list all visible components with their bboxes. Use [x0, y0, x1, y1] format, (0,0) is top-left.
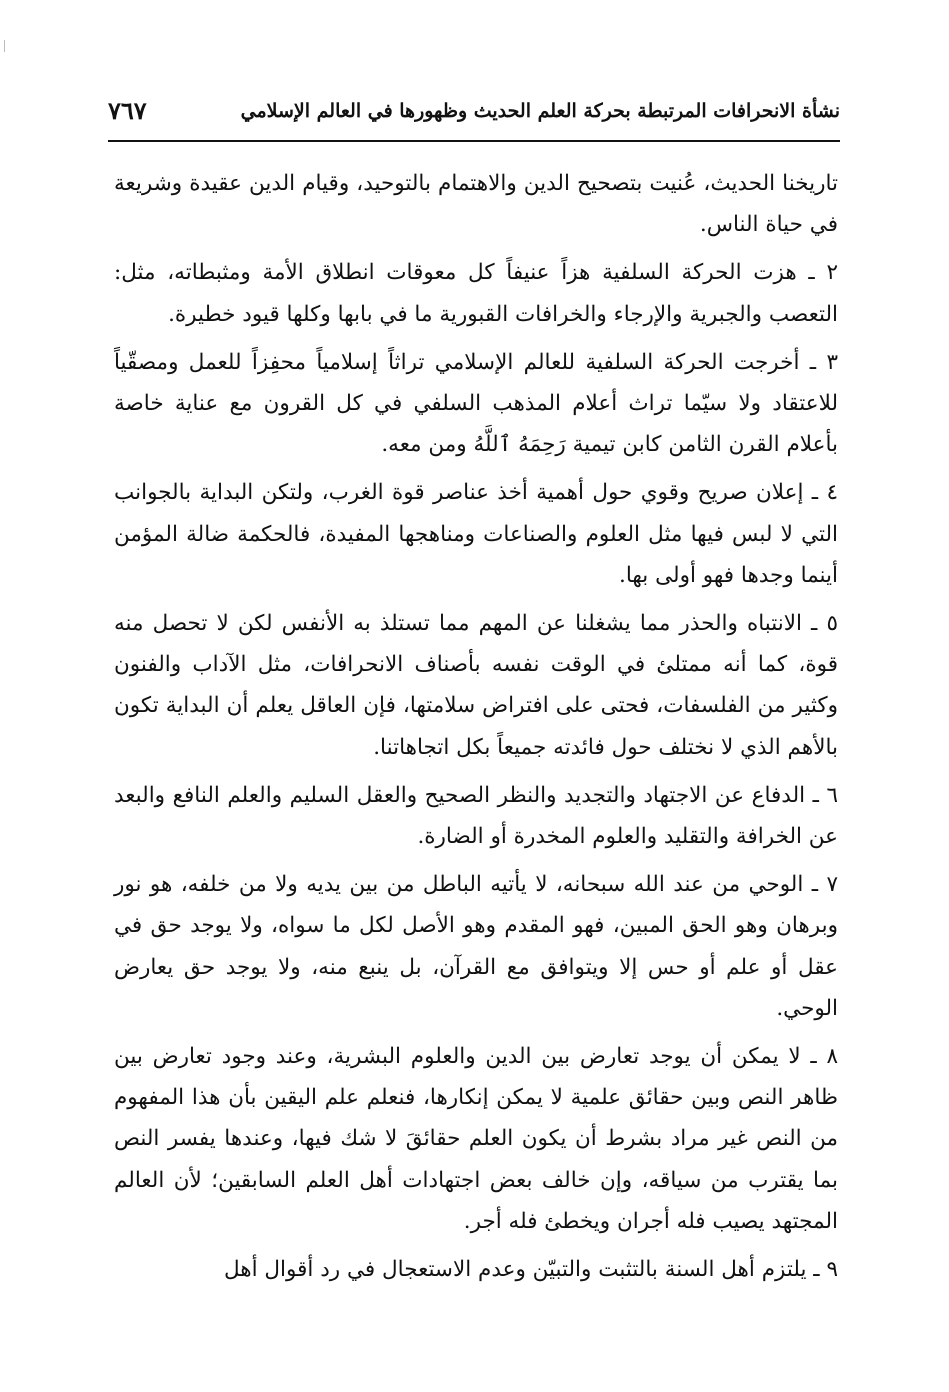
header-divider [108, 140, 840, 142]
paragraph-item-8: ٨ ـ لا يمكن أن يوجد تعارض بين الدين والعلوم البشرية، وعند وجود تعارض بين ظاهر النص وبين حقائق علمية لا يمكن إنكارها، فنعلم علم اليقين بأن هذا المفهوم من النص غير مراد بشرط أن يكون العلم حقائقَ لا شك فيها، وعندها يفسر النص بما يقترب من سياقه، وإن خالف بعض اجتهادات أهل العلم السابقين؛ لأن العالم المجتهد يصيب فله أجران ويخطئ فله أجر. [114, 1044, 838, 1234]
running-header [108, 96, 840, 136]
paragraph-continuation: تاريخنا الحديث، عُنيت بتصحيح الدين والاهتمام بالتوحيد، وقيام الدين عقيدة وشريعة في حياة الناس. [114, 171, 838, 238]
paragraph-item-5: ٥ ـ الانتباه والحذر مما يشغلنا عن المهم مما تستلذ به الأنفس لكن لا تحصل منه قوة، كما أنه ممتلئ في الوقت نفسه بأصناف الانحرافات، مثل الآداب والفنون وكثير من الفلسفات، فحتى على افتراض سلامتها، فإن العاقل يعلم أن البداية تكون بالأهم الذي لا نختلف حول فائدته جميعاً بكل اتجاهاتنا. [114, 611, 838, 760]
paragraph-item-2: ٢ ـ هزت الحركة السلفية هزاً عنيفاً كل معوقات انطلاق الأمة ومثبطاته، مثل: التعصب والجبرية والإرجاء والخرافات القبورية ما في بابها وكلها قيود خطيرة. [114, 260, 838, 327]
paragraph-item-4: ٤ ـ إعلان صريح وقوي حول أهمية أخذ عناصر قوة الغرب، ولتكن البداية بالجوانب التي لا لبس فيها مثل العلوم والصناعات ومناهجها المفيدة، فالحكمة ضالة المؤمن أينما وجدها فهو أولى بها. [114, 480, 838, 588]
paragraph-item-9: ٩ ـ يلتزم أهل السنة بالتثبت والتبيّن وعدم الاستعجال في رد أقوال أهل [223, 1257, 838, 1283]
paragraph-item-6: ٦ ـ الدفاع عن الاجتهاد والتجديد والنظر الصحيح والعقل السليم والعلم النافع والبعد عن الخرافة والتقليد والعلوم المخدرة أو الضارة. [114, 782, 838, 850]
page-number: ٧٦٧ [108, 96, 147, 125]
body-text [114, 163, 838, 1297]
scan-edge-mark [4, 40, 5, 52]
paragraph-item-3: ٣ ـ أخرجت الحركة السلفية للعالم الإسلامي تراثاً إسلامياً محفِزاً للعمل ومصقّياً للاعتقاد ولا سيّما تراث أعلام المذهب السلفي في كل القرون مع عناية خاصة بأعلام القرن الثامن كابن تيمية رَحِمَهُ ٱللَّهُ ومن معه. [114, 349, 838, 458]
running-header-title: نشأة الانحرافات المرتبطة بحركة العلم الحديث وظهورها في العالم الإسلامي [240, 100, 840, 122]
paragraph-item-7: ٧ ـ الوحي من عند الله سبحانه، لا يأتيه الباطل من بين يديه ولا من خلفه، هو نور وبرهان وهو الحق المبين، فهو المقدم وهو الأصل لكل ما سواه، ولا يوجد حق في عقل أو علم أو حس إلا ويتوافق مع القرآن، بل ينبع منه، ولا يوجد حق يعارض الوحي. [114, 872, 838, 1021]
